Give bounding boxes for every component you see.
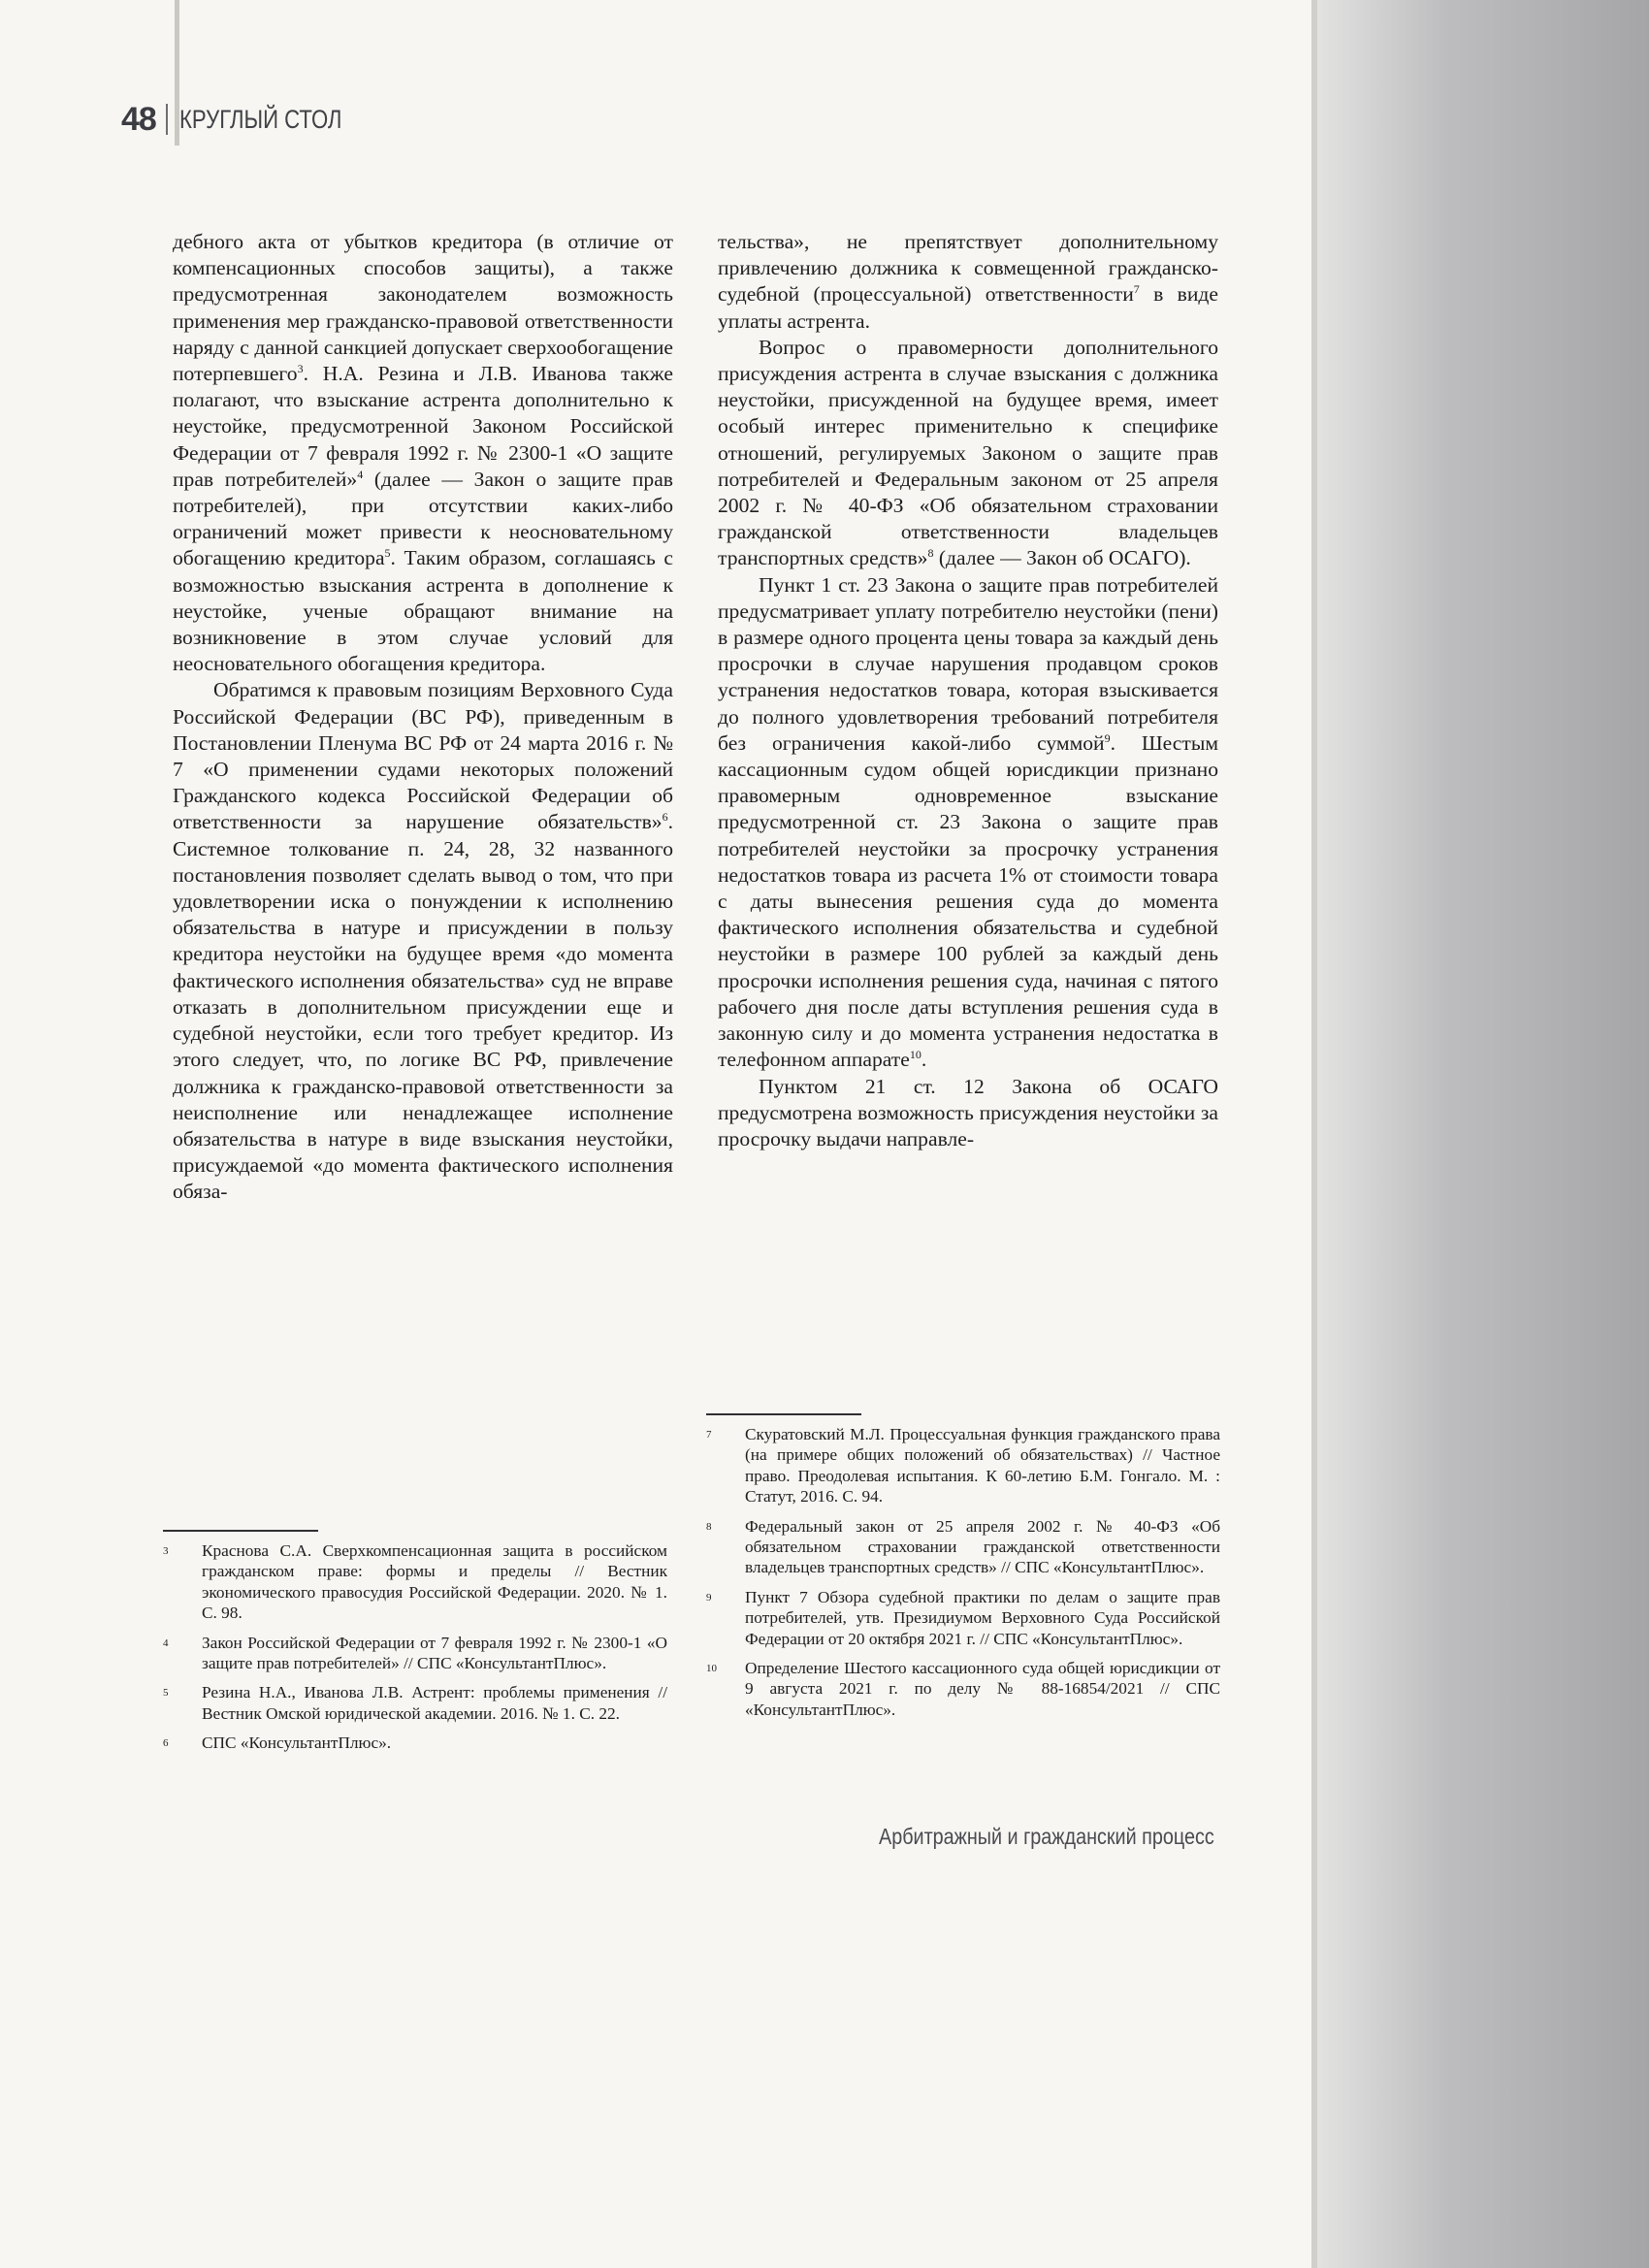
footnote-item	[163, 1682, 667, 1724]
scanner-edge	[1311, 0, 1649, 2268]
footnote-item	[706, 1658, 1220, 1720]
footnote-rule-left	[163, 1530, 318, 1532]
footnotes-right	[706, 1424, 1220, 1729]
footnote-number: 10	[706, 1663, 717, 1675]
journal-footer-title: Арбитражный и гражданский процесс	[879, 1824, 1214, 1849]
right-paragraph-2: Вопрос о правомерности дополнительного присуждения астрента в случае взыскания с должника неустойки, присужденной на будущее время, имеет особый интерес применительно к специфике отношений, регулируемых Законом о защите прав потребителей и Федеральным законом от 25 апреля 2002 г. № 40-ФЗ «Об обязательном страховании гражданской ответственности владельцев транспортных средств»$^8$ (далее — Закон об ОСАГО).	[718, 335, 1218, 570]
footnote-text: Федеральный закон от 25 апреля 2002 г. № 40-ФЗ «Об обязательном страховании гражданской ответственности владельцев транспортных средств» // СПС «КонсультантПлюс».	[745, 1516, 1220, 1577]
right-paragraph-3: Пункт 1 ст. 23 Закона о защите прав потребителей предусматривает уплату потребителю неустойки (пени) в размере одного процента цены товара за каждый день просрочки в случае нарушения продавцом сроков устранения недостатков товара, которая взыскивается до полного удовлетворения требований потребителя без ограничения какой-либо суммой$^9$. Шестым кассационным судом общей юрисдикции признано правомерным одновременное взыскание предусмотренной ст. 23 Закона о защите прав потребителей неустойки за просрочку устранения недостатков товара из расчета 1% от стоимости товара с даты вынесения решения суда до момента фактического исполнения обязательства и судебной неустойки в размере 100 рублей за каждый день просрочки исполнения решения суда, начиная с пятого рабочего дня после даты вступления решения суда в законную силу и до момента устранения недостатка в телефонном аппарате$^{10}$.	[718, 572, 1218, 1072]
footnotes-left	[163, 1540, 667, 1764]
footnote-ref-10: 10	[909, 1048, 922, 1062]
footnote-item	[706, 1424, 1220, 1507]
footnote-text: Скуратовский М.Л. Процессуальная функция гражданского права (на примере общих положений об обязательствах) // Частное право. Преодолевая испытания. К 60-летию Б.М. Гонгало. М. : Статут, 2016. С. 94.	[745, 1425, 1220, 1507]
footnote-item	[706, 1587, 1220, 1649]
footnote-text: Пункт 7 Обзора судебной практики по делам о защите прав потребителей, утв. Президиумом Верховного Суда Российской Федерации от 20 октября 2021 г. // СПС «КонсультантПлюс».	[745, 1587, 1220, 1648]
right-paragraph-4: Пунктом 21 ст. 12 Закона об ОСАГО предусмотрена возможность присуждения неустойки за просрочку выдачи направле-	[718, 1074, 1218, 1150]
footnote-number: 6	[163, 1737, 169, 1750]
footnote-ref-7: 7	[1133, 282, 1140, 297]
footnote-ref-3: 3	[297, 361, 304, 375]
footnote-item	[706, 1516, 1220, 1578]
page-number: 48	[121, 100, 156, 138]
footnote-ref-6: 6	[662, 810, 668, 825]
left-column	[173, 229, 673, 1206]
footnote-item	[163, 1540, 667, 1624]
footnote-number: 3	[163, 1545, 169, 1557]
footnote-number: 8	[706, 1520, 712, 1533]
footnote-item	[163, 1633, 667, 1674]
right-column	[718, 229, 1218, 1152]
footnote-item	[163, 1733, 667, 1754]
running-header	[121, 100, 377, 139]
footnote-text: СПС «КонсультантПлюс».	[202, 1733, 392, 1753]
footnote-ref-8: 8	[927, 546, 934, 561]
right-paragraph-1: тельства», не препятствует дополнительному привлечению должника к совмещенной гражданско-судебной (процессуальной) ответственности$^7$ в виде уплаты астрента.	[718, 230, 1218, 333]
footnote-text: Краснова С.А. Сверхкомпенсационная защита в российском гражданском праве: формы и пределы // Вестник экономического правосудия Российской Федерации. 2020. № 1. С. 98.	[202, 1541, 667, 1623]
footnote-ref-5: 5	[384, 546, 391, 561]
left-paragraph-2: Обратимся к правовым позициям Верховного Суда Российской Федерации (ВС РФ), приведенным в Постановлении Пленума ВС РФ от 24 марта 2016 г. № 7 «О применении судами некоторых положений Гражданского кодекса Российской Федерации об ответственности за нарушение обязательств»$^6$. Системное толкование п. 24, 28, 32 названного постановления позволяет сделать вывод о том, что при удовлетворении иска о понуждении к исполнению обязательства в натуре и присуждении в пользу кредитора неустойки на будущее время «до момента фактического исполнения обязательства» суд не вправе отказать в дополнительном присуждении еще и судебной неустойки, если того требует кредитор. Из этого следует, что, по логике ВС РФ, привлечение должника к гражданско-правовой ответственности за неисполнение или ненадлежащее исполнение обязательства в натуре в виде взыскания неустойки, присуждаемой «до момента фактического исполнения обяза-	[173, 678, 673, 1204]
footnote-rule-right	[706, 1413, 861, 1415]
footnote-text: Резина Н.А., Иванова Л.В. Астрент: проблемы применения // Вестник Омской юридической академии. 2016. № 1. С. 22.	[202, 1683, 667, 1723]
left-paragraph-1: дебного акта от убытков кредитора (в отличие от компенсационных способов защиты), а также предусмотренная законодателем возможность применения мер гражданско-правовой ответственности наряду с данной санкцией допускает сверхообогащение потерпевшего$^3$. Н.А. Резина и Л.В. Иванова также полагают, что взыскание астрента дополнительно к неустойке, предусмотренной Законом Российской Федерации от 7 февраля 1992 г. № 2300-1 «О защите прав потребителей»$^4$ (далее — Закон о защите прав потребителей), при отсутствии каких-либо ограничений может привести к неосновательному обогащению кредитора$^5$. Таким образом, соглашаясь с возможностью взыскания астрента в дополнение к неустойке, ученые обращают внимание на возникновение в этом случае условий для неосновательного обогащения кредитора.	[173, 230, 673, 676]
footnote-number: 7	[706, 1429, 712, 1441]
footnote-number: 9	[706, 1591, 712, 1604]
footnote-ref-9: 9	[1104, 730, 1111, 745]
header-separator	[166, 104, 168, 135]
footnote-ref-4: 4	[357, 467, 364, 481]
footnote-number: 5	[163, 1687, 169, 1700]
footnote-text: Определение Шестого кассационного суда общей юрисдикции от 9 августа 2021 г. по делу № 88-16854/2021 // СПС «КонсультантПлюс».	[745, 1659, 1220, 1719]
section-title: КРУГЛЫЙ СТОЛ	[178, 104, 342, 134]
footnote-number: 4	[163, 1636, 169, 1649]
footnote-text: Закон Российской Федерации от 7 февраля 1992 г. № 2300-1 «О защите прав потребителей» // СПС «КонсультантПлюс».	[202, 1633, 667, 1673]
